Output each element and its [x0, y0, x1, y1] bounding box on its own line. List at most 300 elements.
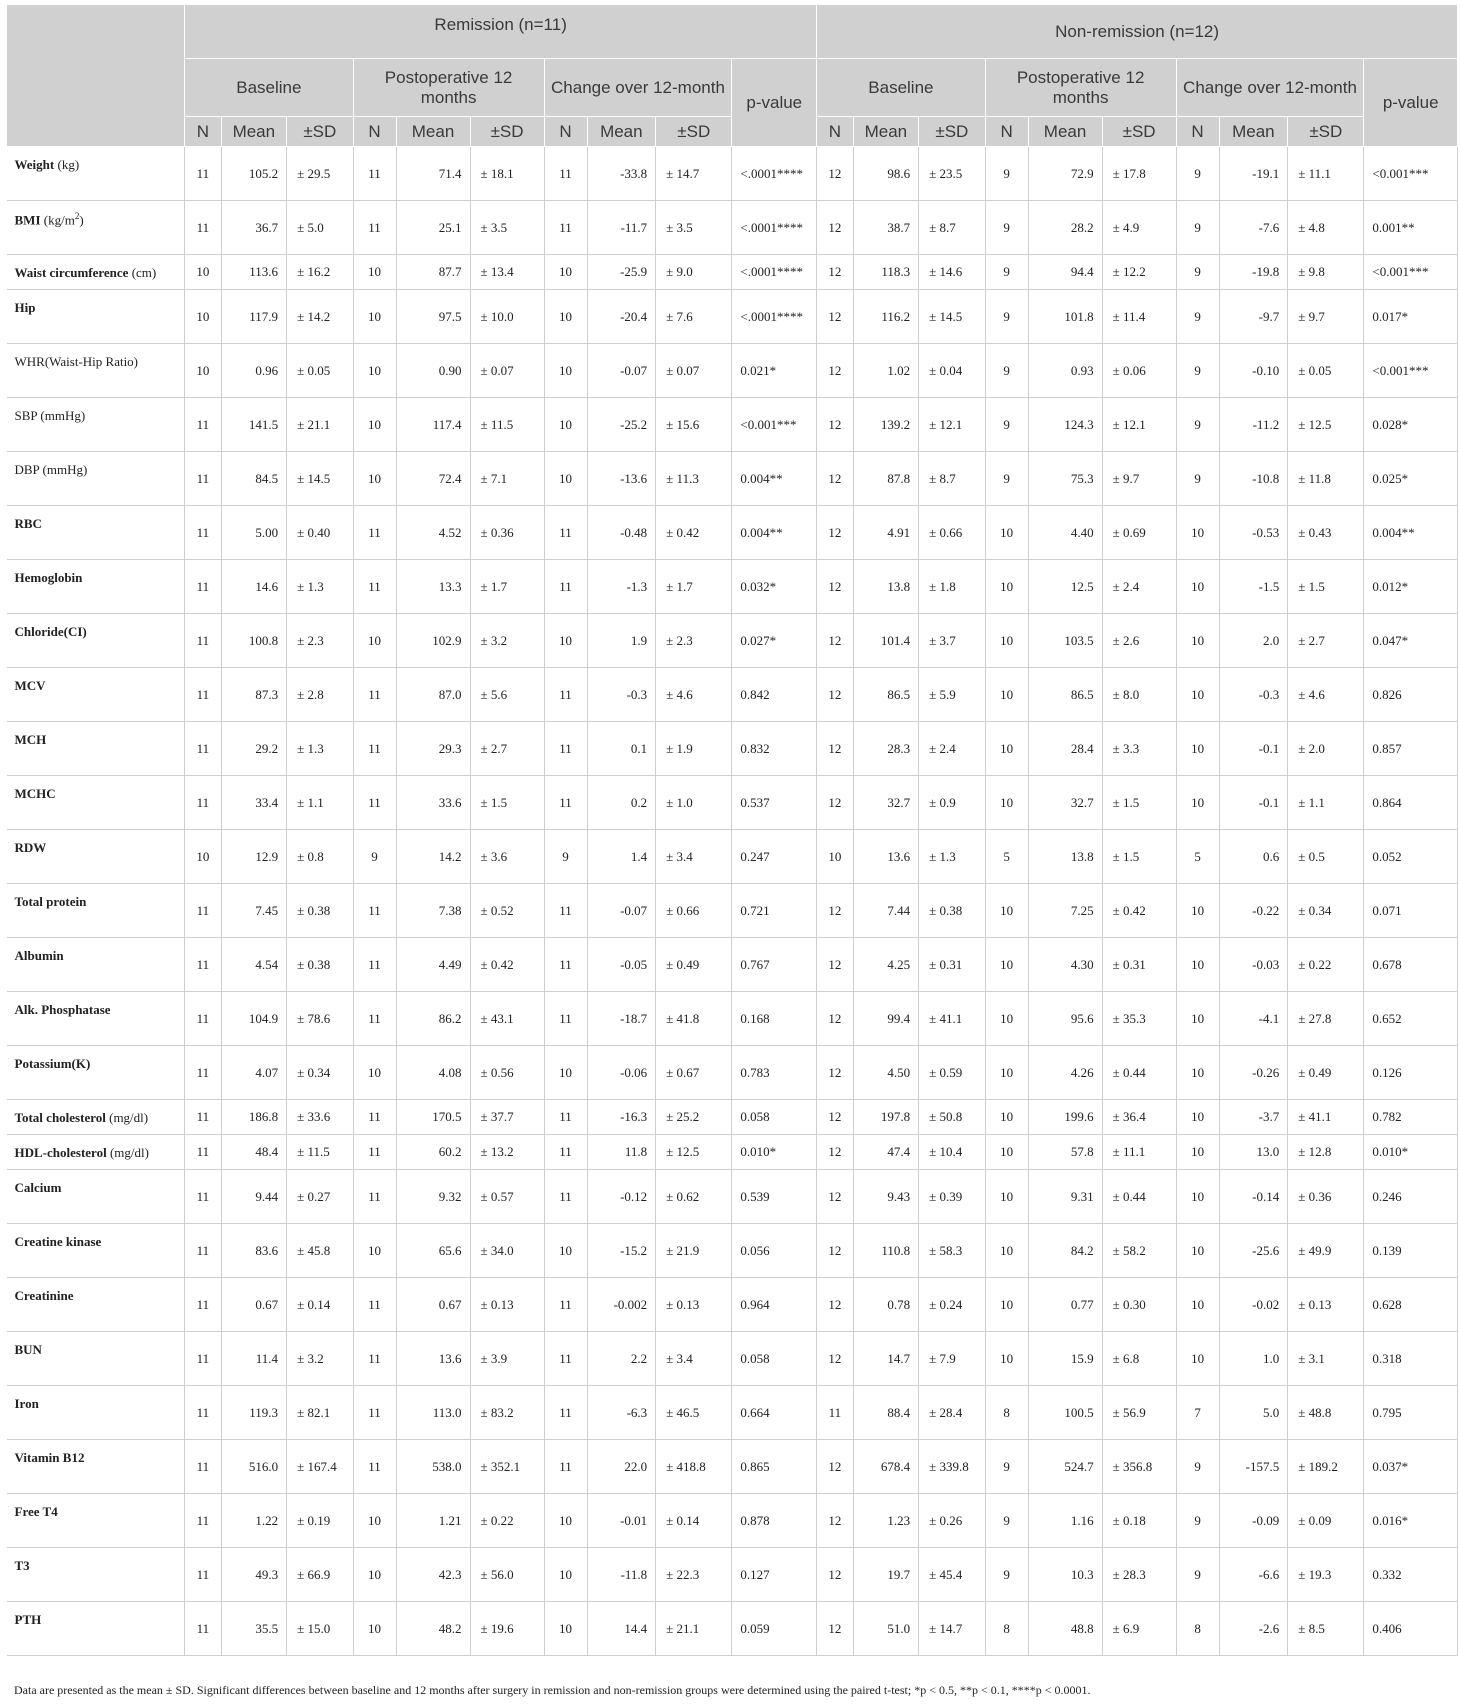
non-remission-change-n-cell: 10 — [1176, 1100, 1219, 1135]
non-remission-pvalue-pvalue-cell: 0.028* — [1364, 398, 1458, 452]
variable-unit: (kg/m — [40, 212, 75, 228]
variable-label: Total protein — [14, 894, 87, 909]
header-r-postop: Postoperative 12 months — [353, 59, 544, 117]
variable-unit: (mg/dl) — [106, 1145, 149, 1160]
non-remission-postop-n-cell: 10 — [985, 1224, 1028, 1278]
non-remission-change-n-cell: 10 — [1176, 884, 1219, 938]
remission-postop-n-cell: 11 — [353, 1332, 396, 1386]
remission-postop-n-cell: 11 — [353, 201, 396, 255]
non-remission-postop-sd-cell: ± 17.8 — [1102, 147, 1176, 201]
remission-change-sd-cell: ± 14.7 — [656, 147, 732, 201]
header-r-baseline: Baseline — [185, 59, 353, 117]
non-remission-change-n-cell: 9 — [1176, 344, 1219, 398]
non-remission-postop-sd-cell: ± 28.3 — [1102, 1548, 1176, 1602]
non-remission-change-n-cell: 9 — [1176, 452, 1219, 506]
non-remission-baseline-n-cell: 12 — [817, 668, 853, 722]
non-remission-pvalue-pvalue-cell: 0.010* — [1364, 1135, 1458, 1170]
variable-label: MCH — [14, 732, 47, 747]
non-remission-change-n-cell: 7 — [1176, 1386, 1219, 1440]
remission-baseline-sd-cell: ± 82.1 — [287, 1386, 354, 1440]
remission-change-sd-cell: ± 2.3 — [656, 614, 732, 668]
non-remission-postop-sd-cell: ± 0.69 — [1102, 506, 1176, 560]
non-remission-pvalue-pvalue-cell: 0.795 — [1364, 1386, 1458, 1440]
remission-pvalue-pvalue-cell: 0.058 — [732, 1100, 817, 1135]
non-remission-postop-n-cell: 10 — [985, 614, 1028, 668]
variable-label: Chloride(CI) — [14, 624, 87, 639]
remission-postop-mean-cell: 117.4 — [396, 398, 470, 452]
non-remission-postop-sd-cell: ± 8.0 — [1102, 668, 1176, 722]
remission-pvalue-pvalue-cell: 0.127 — [732, 1548, 817, 1602]
table-row — [7, 1135, 1458, 1170]
variable-name — [7, 506, 185, 560]
non-remission-change-n-cell: 10 — [1176, 938, 1219, 992]
variable-label: Iron — [14, 1396, 39, 1411]
non-remission-baseline-sd-cell: ± 0.66 — [919, 506, 986, 560]
non-remission-baseline-mean-cell: 0.78 — [853, 1278, 918, 1332]
non-remission-postop-sd-cell: ± 6.8 — [1102, 1332, 1176, 1386]
table-row — [7, 614, 1458, 668]
non-remission-change-n-cell: 9 — [1176, 201, 1219, 255]
remission-change-n-cell: 10 — [544, 344, 587, 398]
non-remission-baseline-sd-cell: ± 0.38 — [919, 884, 986, 938]
variable-label: Albumin — [14, 948, 64, 963]
non-remission-baseline-sd-cell: ± 0.26 — [919, 1494, 986, 1548]
non-remission-baseline-sd-cell: ± 10.4 — [919, 1135, 986, 1170]
remission-baseline-sd-cell: ± 0.19 — [287, 1494, 354, 1548]
non-remission-postop-sd-cell: ± 56.9 — [1102, 1386, 1176, 1440]
non-remission-postop-n-cell: 10 — [985, 1135, 1028, 1170]
non-remission-postop-sd-cell: ± 1.5 — [1102, 830, 1176, 884]
remission-change-n-cell: 11 — [544, 992, 587, 1046]
header-sd: ±SD — [1288, 117, 1364, 147]
remission-baseline-n-cell: 11 — [185, 1046, 221, 1100]
non-remission-postop-sd-cell: ± 36.4 — [1102, 1100, 1176, 1135]
remission-postop-sd-cell: ± 0.13 — [470, 1278, 544, 1332]
remission-pvalue-pvalue-cell: 0.168 — [732, 992, 817, 1046]
non-remission-baseline-sd-cell: ± 0.04 — [919, 344, 986, 398]
variable-label: DBP (mmHg) — [14, 462, 88, 477]
remission-postop-sd-cell: ± 0.56 — [470, 1046, 544, 1100]
non-remission-change-n-cell: 10 — [1176, 1278, 1219, 1332]
remission-postop-mean-cell: 102.9 — [396, 614, 470, 668]
header-n: N — [185, 117, 221, 147]
remission-baseline-sd-cell: ± 0.40 — [287, 506, 354, 560]
remission-change-sd-cell: ± 25.2 — [656, 1100, 732, 1135]
non-remission-change-sd-cell: ± 2.0 — [1288, 722, 1364, 776]
remission-baseline-mean-cell: 9.44 — [221, 1170, 286, 1224]
non-remission-postop-mean-cell: 9.31 — [1028, 1170, 1102, 1224]
remission-change-sd-cell: ± 46.5 — [656, 1386, 732, 1440]
non-remission-change-mean-cell: -0.03 — [1219, 938, 1288, 992]
non-remission-change-n-cell: 10 — [1176, 1332, 1219, 1386]
remission-change-n-cell: 11 — [544, 1386, 587, 1440]
remission-change-n-cell: 11 — [544, 668, 587, 722]
non-remission-pvalue-pvalue-cell: <0.001*** — [1364, 147, 1458, 201]
non-remission-baseline-n-cell: 12 — [817, 1100, 853, 1135]
non-remission-postop-mean-cell: 72.9 — [1028, 147, 1102, 201]
variable-name — [7, 1440, 185, 1494]
non-remission-change-mean-cell: 0.6 — [1219, 830, 1288, 884]
remission-postop-sd-cell: ± 1.7 — [470, 560, 544, 614]
header-n: N — [985, 117, 1028, 147]
non-remission-postop-mean-cell: 84.2 — [1028, 1224, 1102, 1278]
remission-postop-mean-cell: 1.21 — [396, 1494, 470, 1548]
remission-pvalue-pvalue-cell: 0.004** — [732, 506, 817, 560]
non-remission-postop-mean-cell: 75.3 — [1028, 452, 1102, 506]
non-remission-baseline-n-cell: 12 — [817, 776, 853, 830]
non-remission-change-n-cell: 10 — [1176, 506, 1219, 560]
non-remission-postop-mean-cell: 1.16 — [1028, 1494, 1102, 1548]
non-remission-baseline-n-cell: 12 — [817, 290, 853, 344]
non-remission-change-sd-cell: ± 19.3 — [1288, 1548, 1364, 1602]
remission-baseline-n-cell: 10 — [185, 290, 221, 344]
table-row — [7, 830, 1458, 884]
header-sd: ±SD — [656, 117, 732, 147]
variable-name — [7, 938, 185, 992]
remission-baseline-n-cell: 11 — [185, 722, 221, 776]
remission-change-mean-cell: 22.0 — [587, 1440, 656, 1494]
variable-name — [7, 992, 185, 1046]
remission-change-mean-cell: 0.2 — [587, 776, 656, 830]
non-remission-postop-n-cell: 10 — [985, 722, 1028, 776]
remission-postop-mean-cell: 42.3 — [396, 1548, 470, 1602]
variable-name — [7, 1100, 185, 1135]
non-remission-baseline-mean-cell: 99.4 — [853, 992, 918, 1046]
non-remission-pvalue-pvalue-cell: 0.004** — [1364, 506, 1458, 560]
remission-change-sd-cell: ± 0.42 — [656, 506, 732, 560]
remission-change-sd-cell: ± 9.0 — [656, 255, 732, 290]
remission-postop-sd-cell: ± 13.4 — [470, 255, 544, 290]
non-remission-postop-n-cell: 9 — [985, 1548, 1028, 1602]
non-remission-postop-mean-cell: 28.4 — [1028, 722, 1102, 776]
non-remission-postop-n-cell: 10 — [985, 884, 1028, 938]
remission-baseline-n-cell: 11 — [185, 1494, 221, 1548]
non-remission-baseline-n-cell: 11 — [817, 1386, 853, 1440]
remission-change-mean-cell: -0.06 — [587, 1046, 656, 1100]
variable-name — [7, 398, 185, 452]
remission-baseline-mean-cell: 14.6 — [221, 560, 286, 614]
non-remission-baseline-mean-cell: 98.6 — [853, 147, 918, 201]
variable-label: T3 — [14, 1558, 30, 1573]
non-remission-change-n-cell: 10 — [1176, 668, 1219, 722]
non-remission-baseline-sd-cell: ± 14.6 — [919, 255, 986, 290]
variable-label: BMI — [14, 212, 41, 228]
table-row — [7, 560, 1458, 614]
remission-pvalue-pvalue-cell: 0.964 — [732, 1278, 817, 1332]
variable-label: Total cholesterol — [14, 1110, 106, 1125]
remission-baseline-mean-cell: 87.3 — [221, 668, 286, 722]
remission-change-sd-cell: ± 4.6 — [656, 668, 732, 722]
non-remission-postop-n-cell: 10 — [985, 1100, 1028, 1135]
non-remission-postop-sd-cell: ± 2.6 — [1102, 614, 1176, 668]
non-remission-postop-mean-cell: 57.8 — [1028, 1135, 1102, 1170]
non-remission-change-n-cell: 5 — [1176, 830, 1219, 884]
remission-postop-sd-cell: ± 2.7 — [470, 722, 544, 776]
non-remission-change-sd-cell: ± 12.5 — [1288, 398, 1364, 452]
variable-label: SBP (mmHg) — [14, 408, 86, 423]
non-remission-pvalue-pvalue-cell: 0.012* — [1364, 560, 1458, 614]
variable-label: BUN — [14, 1342, 42, 1357]
remission-baseline-mean-cell: 104.9 — [221, 992, 286, 1046]
remission-baseline-mean-cell: 7.45 — [221, 884, 286, 938]
remission-change-mean-cell: -0.05 — [587, 938, 656, 992]
variable-label: Waist circumference — [14, 265, 129, 280]
remission-change-n-cell: 11 — [544, 506, 587, 560]
remission-baseline-n-cell: 11 — [185, 452, 221, 506]
non-remission-baseline-mean-cell: 51.0 — [853, 1602, 918, 1656]
remission-postop-n-cell: 11 — [353, 560, 396, 614]
remission-change-mean-cell: 1.9 — [587, 614, 656, 668]
remission-baseline-sd-cell: ± 15.0 — [287, 1602, 354, 1656]
variable-name — [7, 884, 185, 938]
non-remission-pvalue-pvalue-cell: 0.782 — [1364, 1100, 1458, 1135]
remission-pvalue-pvalue-cell: 0.842 — [732, 668, 817, 722]
header-sd: ±SD — [470, 117, 544, 147]
remission-change-mean-cell: -0.07 — [587, 344, 656, 398]
remission-pvalue-pvalue-cell: <.0001**** — [732, 201, 817, 255]
remission-postop-n-cell: 10 — [353, 452, 396, 506]
non-remission-postop-n-cell: 9 — [985, 1440, 1028, 1494]
variable-name — [7, 1278, 185, 1332]
non-remission-pvalue-pvalue-cell: 0.052 — [1364, 830, 1458, 884]
remission-baseline-sd-cell: ± 0.38 — [287, 884, 354, 938]
non-remission-postop-mean-cell: 12.5 — [1028, 560, 1102, 614]
remission-baseline-sd-cell: ± 0.34 — [287, 1046, 354, 1100]
remission-baseline-sd-cell: ± 1.3 — [287, 722, 354, 776]
non-remission-baseline-sd-cell: ± 339.8 — [919, 1440, 986, 1494]
variable-label: Hip — [14, 300, 36, 315]
non-remission-change-sd-cell: ± 3.1 — [1288, 1332, 1364, 1386]
non-remission-postop-sd-cell: ± 58.2 — [1102, 1224, 1176, 1278]
non-remission-baseline-n-cell: 12 — [817, 1494, 853, 1548]
remission-baseline-sd-cell: ± 29.5 — [287, 147, 354, 201]
remission-postop-mean-cell: 48.2 — [396, 1602, 470, 1656]
non-remission-change-sd-cell: ± 9.8 — [1288, 255, 1364, 290]
remission-baseline-n-cell: 11 — [185, 560, 221, 614]
non-remission-postop-sd-cell: ± 2.4 — [1102, 560, 1176, 614]
remission-pvalue-pvalue-cell: 0.010* — [732, 1135, 817, 1170]
table-row — [7, 1170, 1458, 1224]
non-remission-baseline-mean-cell: 14.7 — [853, 1332, 918, 1386]
non-remission-baseline-n-cell: 10 — [817, 830, 853, 884]
non-remission-change-n-cell: 10 — [1176, 614, 1219, 668]
table-row — [7, 1440, 1458, 1494]
non-remission-baseline-n-cell: 12 — [817, 1170, 853, 1224]
remission-baseline-mean-cell: 1.22 — [221, 1494, 286, 1548]
remission-postop-sd-cell: ± 7.1 — [470, 452, 544, 506]
remission-postop-mean-cell: 86.2 — [396, 992, 470, 1046]
remission-baseline-n-cell: 11 — [185, 1278, 221, 1332]
table-row — [7, 1494, 1458, 1548]
non-remission-pvalue-pvalue-cell: 0.001** — [1364, 201, 1458, 255]
remission-postop-sd-cell: ± 0.22 — [470, 1494, 544, 1548]
remission-pvalue-pvalue-cell: 0.247 — [732, 830, 817, 884]
variable-label: Hemoglobin — [14, 570, 83, 585]
remission-pvalue-pvalue-cell: 0.539 — [732, 1170, 817, 1224]
header-n: N — [544, 117, 587, 147]
remission-change-sd-cell: ± 0.13 — [656, 1278, 732, 1332]
non-remission-change-mean-cell: -0.26 — [1219, 1046, 1288, 1100]
non-remission-baseline-n-cell: 12 — [817, 1278, 853, 1332]
remission-baseline-n-cell: 11 — [185, 1170, 221, 1224]
non-remission-postop-n-cell: 10 — [985, 1332, 1028, 1386]
remission-pvalue-pvalue-cell: 0.056 — [732, 1224, 817, 1278]
non-remission-change-mean-cell: -0.3 — [1219, 668, 1288, 722]
non-remission-pvalue-pvalue-cell: 0.017* — [1364, 290, 1458, 344]
non-remission-postop-sd-cell: ± 0.44 — [1102, 1046, 1176, 1100]
non-remission-postop-mean-cell: 32.7 — [1028, 776, 1102, 830]
remission-postop-sd-cell: ± 37.7 — [470, 1100, 544, 1135]
non-remission-baseline-n-cell: 12 — [817, 1440, 853, 1494]
non-remission-pvalue-pvalue-cell: 0.016* — [1364, 1494, 1458, 1548]
table-row — [7, 1602, 1458, 1656]
remission-change-mean-cell: -0.07 — [587, 884, 656, 938]
header-sd: ±SD — [287, 117, 354, 147]
remission-baseline-n-cell: 10 — [185, 255, 221, 290]
remission-baseline-mean-cell: 4.07 — [221, 1046, 286, 1100]
non-remission-baseline-mean-cell: 88.4 — [853, 1386, 918, 1440]
non-remission-change-sd-cell: ± 0.05 — [1288, 344, 1364, 398]
variable-name — [7, 830, 185, 884]
non-remission-baseline-mean-cell: 4.50 — [853, 1046, 918, 1100]
variable-name — [7, 668, 185, 722]
non-remission-postop-n-cell: 9 — [985, 398, 1028, 452]
non-remission-postop-n-cell: 8 — [985, 1602, 1028, 1656]
non-remission-baseline-mean-cell: 110.8 — [853, 1224, 918, 1278]
non-remission-pvalue-pvalue-cell: 0.025* — [1364, 452, 1458, 506]
remission-postop-sd-cell: ± 3.6 — [470, 830, 544, 884]
non-remission-postop-mean-cell: 103.5 — [1028, 614, 1102, 668]
remission-pvalue-pvalue-cell: 0.058 — [732, 1332, 817, 1386]
variable-name — [7, 776, 185, 830]
table-row — [7, 1548, 1458, 1602]
non-remission-change-sd-cell: ± 27.8 — [1288, 992, 1364, 1046]
non-remission-pvalue-pvalue-cell: <0.001*** — [1364, 255, 1458, 290]
non-remission-baseline-mean-cell: 118.3 — [853, 255, 918, 290]
variable-label: Calcium — [14, 1180, 62, 1195]
remission-postop-mean-cell: 0.90 — [396, 344, 470, 398]
remission-postop-mean-cell: 13.3 — [396, 560, 470, 614]
remission-change-sd-cell: ± 0.62 — [656, 1170, 732, 1224]
remission-change-n-cell: 10 — [544, 1494, 587, 1548]
non-remission-postop-n-cell: 8 — [985, 1386, 1028, 1440]
remission-postop-sd-cell: ± 56.0 — [470, 1548, 544, 1602]
non-remission-change-mean-cell: -4.1 — [1219, 992, 1288, 1046]
remission-baseline-sd-cell: ± 78.6 — [287, 992, 354, 1046]
non-remission-change-sd-cell: ± 1.1 — [1288, 776, 1364, 830]
remission-baseline-mean-cell: 36.7 — [221, 201, 286, 255]
non-remission-baseline-sd-cell: ± 1.3 — [919, 830, 986, 884]
remission-change-sd-cell: ± 3.4 — [656, 1332, 732, 1386]
non-remission-postop-mean-cell: 4.40 — [1028, 506, 1102, 560]
remission-change-n-cell: 11 — [544, 1332, 587, 1386]
non-remission-pvalue-pvalue-cell: 0.678 — [1364, 938, 1458, 992]
remission-change-n-cell: 11 — [544, 560, 587, 614]
remission-change-mean-cell: 14.4 — [587, 1602, 656, 1656]
non-remission-change-sd-cell: ± 9.7 — [1288, 290, 1364, 344]
table-row — [7, 290, 1458, 344]
non-remission-baseline-sd-cell: ± 28.4 — [919, 1386, 986, 1440]
non-remission-pvalue-pvalue-cell: 0.857 — [1364, 722, 1458, 776]
header-nr-postop: Postoperative 12 months — [985, 59, 1176, 117]
variable-name — [7, 722, 185, 776]
non-remission-baseline-sd-cell: ± 2.4 — [919, 722, 986, 776]
non-remission-baseline-sd-cell: ± 0.31 — [919, 938, 986, 992]
remission-postop-mean-cell: 71.4 — [396, 147, 470, 201]
table-row — [7, 668, 1458, 722]
remission-baseline-mean-cell: 84.5 — [221, 452, 286, 506]
non-remission-baseline-mean-cell: 32.7 — [853, 776, 918, 830]
table-row — [7, 506, 1458, 560]
remission-postop-mean-cell: 13.6 — [396, 1332, 470, 1386]
remission-baseline-n-cell: 11 — [185, 506, 221, 560]
remission-postop-sd-cell: ± 34.0 — [470, 1224, 544, 1278]
remission-baseline-sd-cell: ± 0.38 — [287, 938, 354, 992]
non-remission-change-mean-cell: -0.02 — [1219, 1278, 1288, 1332]
non-remission-baseline-n-cell: 12 — [817, 1548, 853, 1602]
remission-baseline-sd-cell: ± 45.8 — [287, 1224, 354, 1278]
non-remission-change-sd-cell: ± 0.5 — [1288, 830, 1364, 884]
non-remission-pvalue-pvalue-cell: 0.071 — [1364, 884, 1458, 938]
remission-baseline-mean-cell: 12.9 — [221, 830, 286, 884]
non-remission-change-sd-cell: ± 0.43 — [1288, 506, 1364, 560]
non-remission-baseline-sd-cell: ± 14.7 — [919, 1602, 986, 1656]
remission-change-sd-cell: ± 7.6 — [656, 290, 732, 344]
remission-change-mean-cell: 11.8 — [587, 1135, 656, 1170]
remission-baseline-mean-cell: 11.4 — [221, 1332, 286, 1386]
non-remission-baseline-n-cell: 12 — [817, 1046, 853, 1100]
variable-unit: (cm) — [128, 265, 157, 280]
remission-postop-mean-cell: 4.49 — [396, 938, 470, 992]
variable-name — [7, 1386, 185, 1440]
variable-label: Vitamin B12 — [14, 1450, 85, 1465]
remission-baseline-mean-cell: 0.67 — [221, 1278, 286, 1332]
remission-baseline-n-cell: 11 — [185, 1602, 221, 1656]
variable-name — [7, 1602, 185, 1656]
non-remission-postop-sd-cell: ± 6.9 — [1102, 1602, 1176, 1656]
non-remission-baseline-mean-cell: 13.8 — [853, 560, 918, 614]
remission-postop-n-cell: 10 — [353, 1046, 396, 1100]
header-mean: Mean — [1028, 117, 1102, 147]
remission-change-n-cell: 11 — [544, 147, 587, 201]
non-remission-change-n-cell: 10 — [1176, 560, 1219, 614]
remission-postop-n-cell: 10 — [353, 255, 396, 290]
non-remission-baseline-mean-cell: 47.4 — [853, 1135, 918, 1170]
remission-postop-n-cell: 11 — [353, 938, 396, 992]
non-remission-change-mean-cell: -157.5 — [1219, 1440, 1288, 1494]
remission-postop-n-cell: 11 — [353, 776, 396, 830]
non-remission-pvalue-pvalue-cell: 0.628 — [1364, 1278, 1458, 1332]
remission-change-n-cell: 10 — [544, 1046, 587, 1100]
variable-name — [7, 1046, 185, 1100]
remission-pvalue-pvalue-cell: 0.664 — [732, 1386, 817, 1440]
variable-name — [7, 560, 185, 614]
remission-baseline-mean-cell: 49.3 — [221, 1548, 286, 1602]
non-remission-pvalue-pvalue-cell: 0.246 — [1364, 1170, 1458, 1224]
remission-change-mean-cell: -25.2 — [587, 398, 656, 452]
header-remission: Remission (n=11) — [185, 5, 817, 59]
non-remission-change-mean-cell: -0.53 — [1219, 506, 1288, 560]
variable-label: Potassium(K) — [14, 1056, 91, 1071]
non-remission-baseline-mean-cell: 38.7 — [853, 201, 918, 255]
remission-postop-sd-cell: ± 0.57 — [470, 1170, 544, 1224]
remission-change-sd-cell: ± 21.1 — [656, 1602, 732, 1656]
remission-baseline-n-cell: 11 — [185, 1135, 221, 1170]
remission-postop-sd-cell: ± 43.1 — [470, 992, 544, 1046]
remission-baseline-mean-cell: 100.8 — [221, 614, 286, 668]
non-remission-change-mean-cell: -0.09 — [1219, 1494, 1288, 1548]
non-remission-postop-n-cell: 10 — [985, 1046, 1028, 1100]
